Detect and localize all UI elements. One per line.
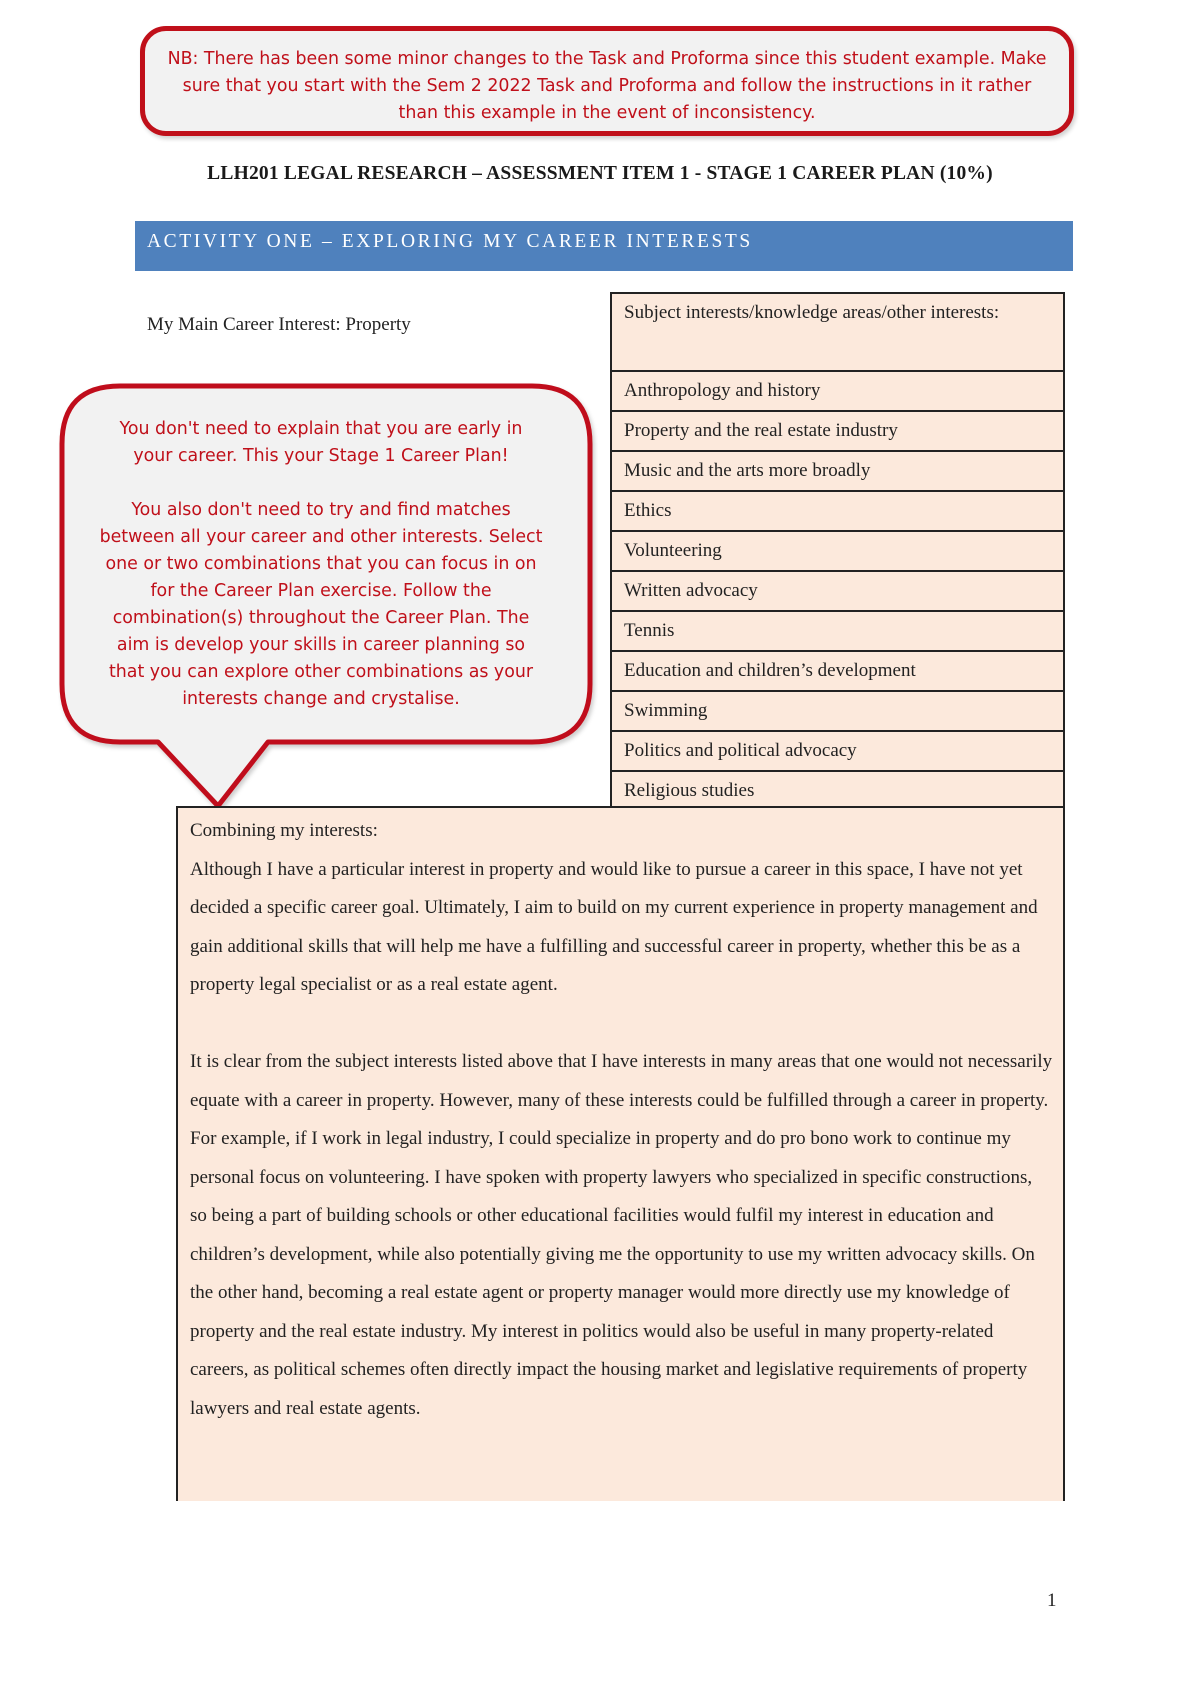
notice-text: There has been some minor changes to the Task and Proforma since this student example. Make sure that you start with the Sem 2 2022 Task and Proforma and follow the instructions in it rather than this example in the event of inconsistency.: [182, 49, 1047, 123]
table-row: [611, 691, 1064, 731]
interests-table: [610, 292, 1065, 812]
table-row: [611, 531, 1064, 571]
table-row: [611, 371, 1064, 411]
interest-cell: Education and children’s development: [611, 651, 1064, 691]
table-row: [611, 611, 1064, 651]
table-header-cell: Subject interests/knowledge areas/other interests:: [611, 293, 1064, 371]
callout-text: [98, 416, 544, 713]
table-row: [611, 771, 1064, 811]
callout-paragraph: You don't need to explain that you are early in your career. This your Stage 1 Career Plan!: [119, 419, 523, 466]
interest-cell: Volunteering: [611, 531, 1064, 571]
interest-cell: Property and the real estate industry: [611, 411, 1064, 451]
callout-paragraph: You also don't need to try and find matches between all your career and other interests. Select one or two combinations that you can focus in on for the Career Plan exercise. Follow the combination(s) throughout the Career Plan. The aim is develop your skills in career planning so that you can explore other combinations as your interests change and crystalise.: [99, 500, 543, 709]
table-header-row: [611, 293, 1064, 371]
combining-heading: Combining my interests:: [190, 820, 378, 841]
table-row: [611, 451, 1064, 491]
combining-paragraph: Although I have a particular interest in property and would like to pursue a career in this space, I have not yet decided a specific career goal. Ultimately, I aim to build on my current experience in property management and gain additional skills that will help me have a fulfilling and successful career in property, whether this be as a property legal specialist or as a real estate agent.: [190, 858, 1038, 995]
notice-prefix: NB:: [167, 49, 199, 69]
interest-cell: Tennis: [611, 611, 1064, 651]
notice-callout: [140, 26, 1074, 136]
main-career-interest: My Main Career Interest: Property: [147, 314, 411, 335]
document-title: LLH201 LEGAL RESEARCH – ASSESSMENT ITEM 1 - STAGE 1 CAREER PLAN (10%): [207, 163, 993, 184]
combining-paragraph: It is clear from the subject interests listed above that I have interests in many areas that one would not necessarily equate with a career in property. However, many of these interests could be fulfilled through a career in property. For example, if I work in legal industry, I could specialize in property and do pro bono work to continue my personal focus on volunteering. I have spoken with property lawyers who specialized in specific constructions, so being a part of building schools or other educational facilities would fulfil my interest in education and children’s development, while also potentially giving me the opportunity to use my written advocacy skills. On the other hand, becoming a real estate agent or property manager would more directly use my knowledge of property and the real estate industry. My interest in politics would also be useful in many property-related careers, as political schemes often directly impact the housing market and legislative requirements of property lawyers and real estate agents.: [190, 1051, 1053, 1419]
page-number: 1: [1047, 1590, 1057, 1611]
interest-cell: Swimming: [611, 691, 1064, 731]
table-row: [611, 731, 1064, 771]
activity-heading: ACTIVITY ONE – EXPLORING MY CAREER INTERESTS: [135, 221, 1073, 271]
table-row: [611, 491, 1064, 531]
interest-cell: Ethics: [611, 491, 1064, 531]
interest-cell: Anthropology and history: [611, 371, 1064, 411]
interest-cell: Written advocacy: [611, 571, 1064, 611]
table-row: [611, 571, 1064, 611]
interest-cell: Politics and political advocacy: [611, 731, 1064, 771]
interest-cell: Religious studies: [611, 771, 1064, 811]
table-row: [611, 411, 1064, 451]
table-row: [611, 651, 1064, 691]
interest-cell: Music and the arts more broadly: [611, 451, 1064, 491]
combining-interests-box: [176, 806, 1065, 1501]
guidance-callout: [58, 382, 598, 812]
